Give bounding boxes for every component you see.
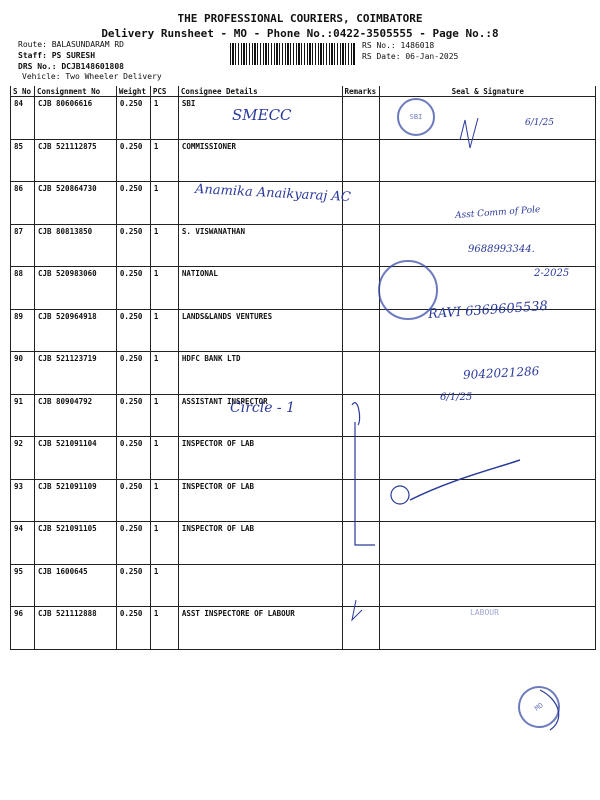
route-label: Route: BALASUNDARAM RD	[18, 40, 124, 49]
consignee-cell: COMMISSIONER	[178, 139, 342, 182]
col-header: Remarks	[342, 86, 380, 97]
vehicle-label: Vehicle: Two Wheeler Delivery	[22, 72, 162, 81]
consignee-cell: INSPECTOR OF LAB	[178, 479, 342, 522]
table-row	[11, 394, 596, 437]
handwriting-smecc: SMECC	[232, 106, 292, 124]
consignee-cell: NATIONAL	[178, 267, 342, 310]
seal-signature-cell	[380, 479, 596, 522]
pcs-cell: 1	[150, 352, 178, 395]
handwriting-phone-90: 9042021286	[462, 364, 540, 382]
consignee-cell: LANDS&LANDS VENTURES	[178, 309, 342, 352]
s-no-cell: 92	[11, 437, 35, 480]
rs-number: RS No.: 1486018	[362, 41, 435, 50]
pcs-cell: 1	[150, 522, 178, 565]
consignment-no-cell: CJB 80813850	[34, 224, 116, 267]
handwriting-signature-91: 6/1/25	[440, 392, 473, 403]
table-row	[11, 437, 596, 480]
remarks-cell	[342, 224, 380, 267]
weight-cell: 0.250	[116, 139, 150, 182]
consignee-cell: S. VISWANATHAN	[178, 224, 342, 267]
pcs-cell: 1	[150, 97, 178, 140]
sbi-seal-stamp: SBI	[397, 98, 435, 136]
rs-date: RS Date: 06-Jan-2025	[362, 52, 459, 61]
weight-cell: 0.250	[116, 267, 150, 310]
pcs-cell: 1	[150, 479, 178, 522]
s-no-cell: 94	[11, 522, 35, 565]
col-header: Seal & Signature	[380, 86, 596, 97]
weight-cell: 0.250	[116, 97, 150, 140]
s-no-cell: 85	[11, 139, 35, 182]
weight-cell: 0.250	[116, 309, 150, 352]
seal-signature-cell	[380, 522, 596, 565]
remarks-cell	[342, 522, 380, 565]
seal-signature-cell	[380, 437, 596, 480]
consignment-no-cell: CJB 520964918	[34, 309, 116, 352]
s-no-cell: 93	[11, 479, 35, 522]
consignment-no-cell: CJB 521091104	[34, 437, 116, 480]
weight-cell: 0.250	[116, 352, 150, 395]
consignment-no-cell: CJB 521091109	[34, 479, 116, 522]
handwriting-phone-87: 9688993344.	[468, 244, 535, 255]
table-row	[11, 522, 596, 565]
remarks-cell	[342, 309, 380, 352]
consignment-no-cell: CJB 521091105	[34, 522, 116, 565]
table-row	[11, 97, 596, 140]
handwriting-signature-84: 6/1/25	[525, 118, 554, 128]
consignee-cell: ASSISTANT INSPECTOR	[178, 394, 342, 437]
pcs-cell: 1	[150, 267, 178, 310]
handwriting-signature-86: Asst Comm of Pole	[454, 205, 541, 221]
weight-cell: 0.250	[116, 522, 150, 565]
col-header: S No	[11, 86, 35, 97]
s-no-cell: 88	[11, 267, 35, 310]
remarks-cell	[342, 564, 380, 607]
remarks-cell	[342, 479, 380, 522]
consignment-no-cell: CJB 521112888	[34, 607, 116, 650]
pcs-cell: 1	[150, 607, 178, 650]
table-row	[11, 607, 596, 650]
weight-cell: 0.250	[116, 394, 150, 437]
consignment-no-cell: CJB 520864730	[34, 182, 116, 225]
consignee-cell: ASST INSPECTORE OF LABOUR	[178, 607, 342, 650]
national-insurance-seal-stamp	[378, 260, 438, 320]
table-row	[11, 479, 596, 522]
table-row	[11, 564, 596, 607]
consignment-no-cell: CJB 521112875	[34, 139, 116, 182]
pcs-cell: 1	[150, 139, 178, 182]
handwriting-name-89: RAVI 6369605538	[427, 298, 549, 323]
consignee-cell: INSPECTOR OF LAB	[178, 522, 342, 565]
document-title: THE PROFESSIONAL COURIERS, COIMBATORE	[177, 12, 423, 25]
consignment-no-cell: CJB 80904792	[34, 394, 116, 437]
seal-signature-cell	[380, 564, 596, 607]
remarks-cell	[342, 267, 380, 310]
document-subtitle: Delivery Runsheet - MO - Phone No.:0422-3505555 - Page No.:8	[101, 27, 499, 40]
labour-stamp-text: LABOUR	[470, 608, 499, 617]
s-no-cell: 84	[11, 97, 35, 140]
remarks-cell	[342, 394, 380, 437]
consignment-no-cell: CJB 520983060	[34, 267, 116, 310]
weight-cell: 0.250	[116, 479, 150, 522]
consignee-cell: INSPECTOR OF LAB	[178, 437, 342, 480]
weight-cell: 0.250	[116, 182, 150, 225]
pcs-cell: 1	[150, 182, 178, 225]
remarks-cell	[342, 352, 380, 395]
pcs-cell: 1	[150, 224, 178, 267]
weight-cell: 0.250	[116, 224, 150, 267]
col-header: Weight	[116, 86, 150, 97]
s-no-cell: 91	[11, 394, 35, 437]
col-header: Consignment No	[34, 86, 116, 97]
consignment-no-cell: CJB 80606616	[34, 97, 116, 140]
seal-signature-cell	[380, 139, 596, 182]
consignee-cell: SBI	[178, 97, 342, 140]
consignment-no-cell: CJB 521123719	[34, 352, 116, 395]
s-no-cell: 95	[11, 564, 35, 607]
col-header: Consignee Details	[178, 86, 342, 97]
handwriting-date-88: 2-2025	[534, 268, 570, 279]
col-header: PCS	[150, 86, 178, 97]
s-no-cell: 96	[11, 607, 35, 650]
barcode	[230, 43, 356, 65]
handwriting-consignee-86: Anamika Anaikyaraj AC	[194, 181, 352, 206]
weight-cell: 0.250	[116, 564, 150, 607]
mo-seal-stamp: MO	[510, 678, 568, 736]
s-no-cell: 89	[11, 309, 35, 352]
pcs-cell: 1	[150, 309, 178, 352]
remarks-cell	[342, 437, 380, 480]
s-no-cell: 90	[11, 352, 35, 395]
seal-signature-cell	[380, 394, 596, 437]
s-no-cell: 87	[11, 224, 35, 267]
consignee-cell: HDFC BANK LTD	[178, 352, 342, 395]
handwriting-circle: Circle - 1	[230, 400, 296, 416]
staff-label: Staff: PS SURESH	[18, 51, 96, 60]
remarks-cell	[342, 139, 380, 182]
table-header-row	[11, 86, 596, 97]
s-no-cell: 86	[11, 182, 35, 225]
remarks-cell	[342, 97, 380, 140]
weight-cell: 0.250	[116, 437, 150, 480]
consignment-no-cell: CJB 1600645	[34, 564, 116, 607]
weight-cell: 0.250	[116, 607, 150, 650]
pcs-cell: 1	[150, 394, 178, 437]
consignee-cell	[178, 564, 342, 607]
remarks-cell	[342, 607, 380, 650]
table-row	[11, 139, 596, 182]
drs-number: DRS No.: DCJB148601808	[18, 62, 124, 71]
pcs-cell: 1	[150, 437, 178, 480]
pcs-cell: 1	[150, 564, 178, 607]
